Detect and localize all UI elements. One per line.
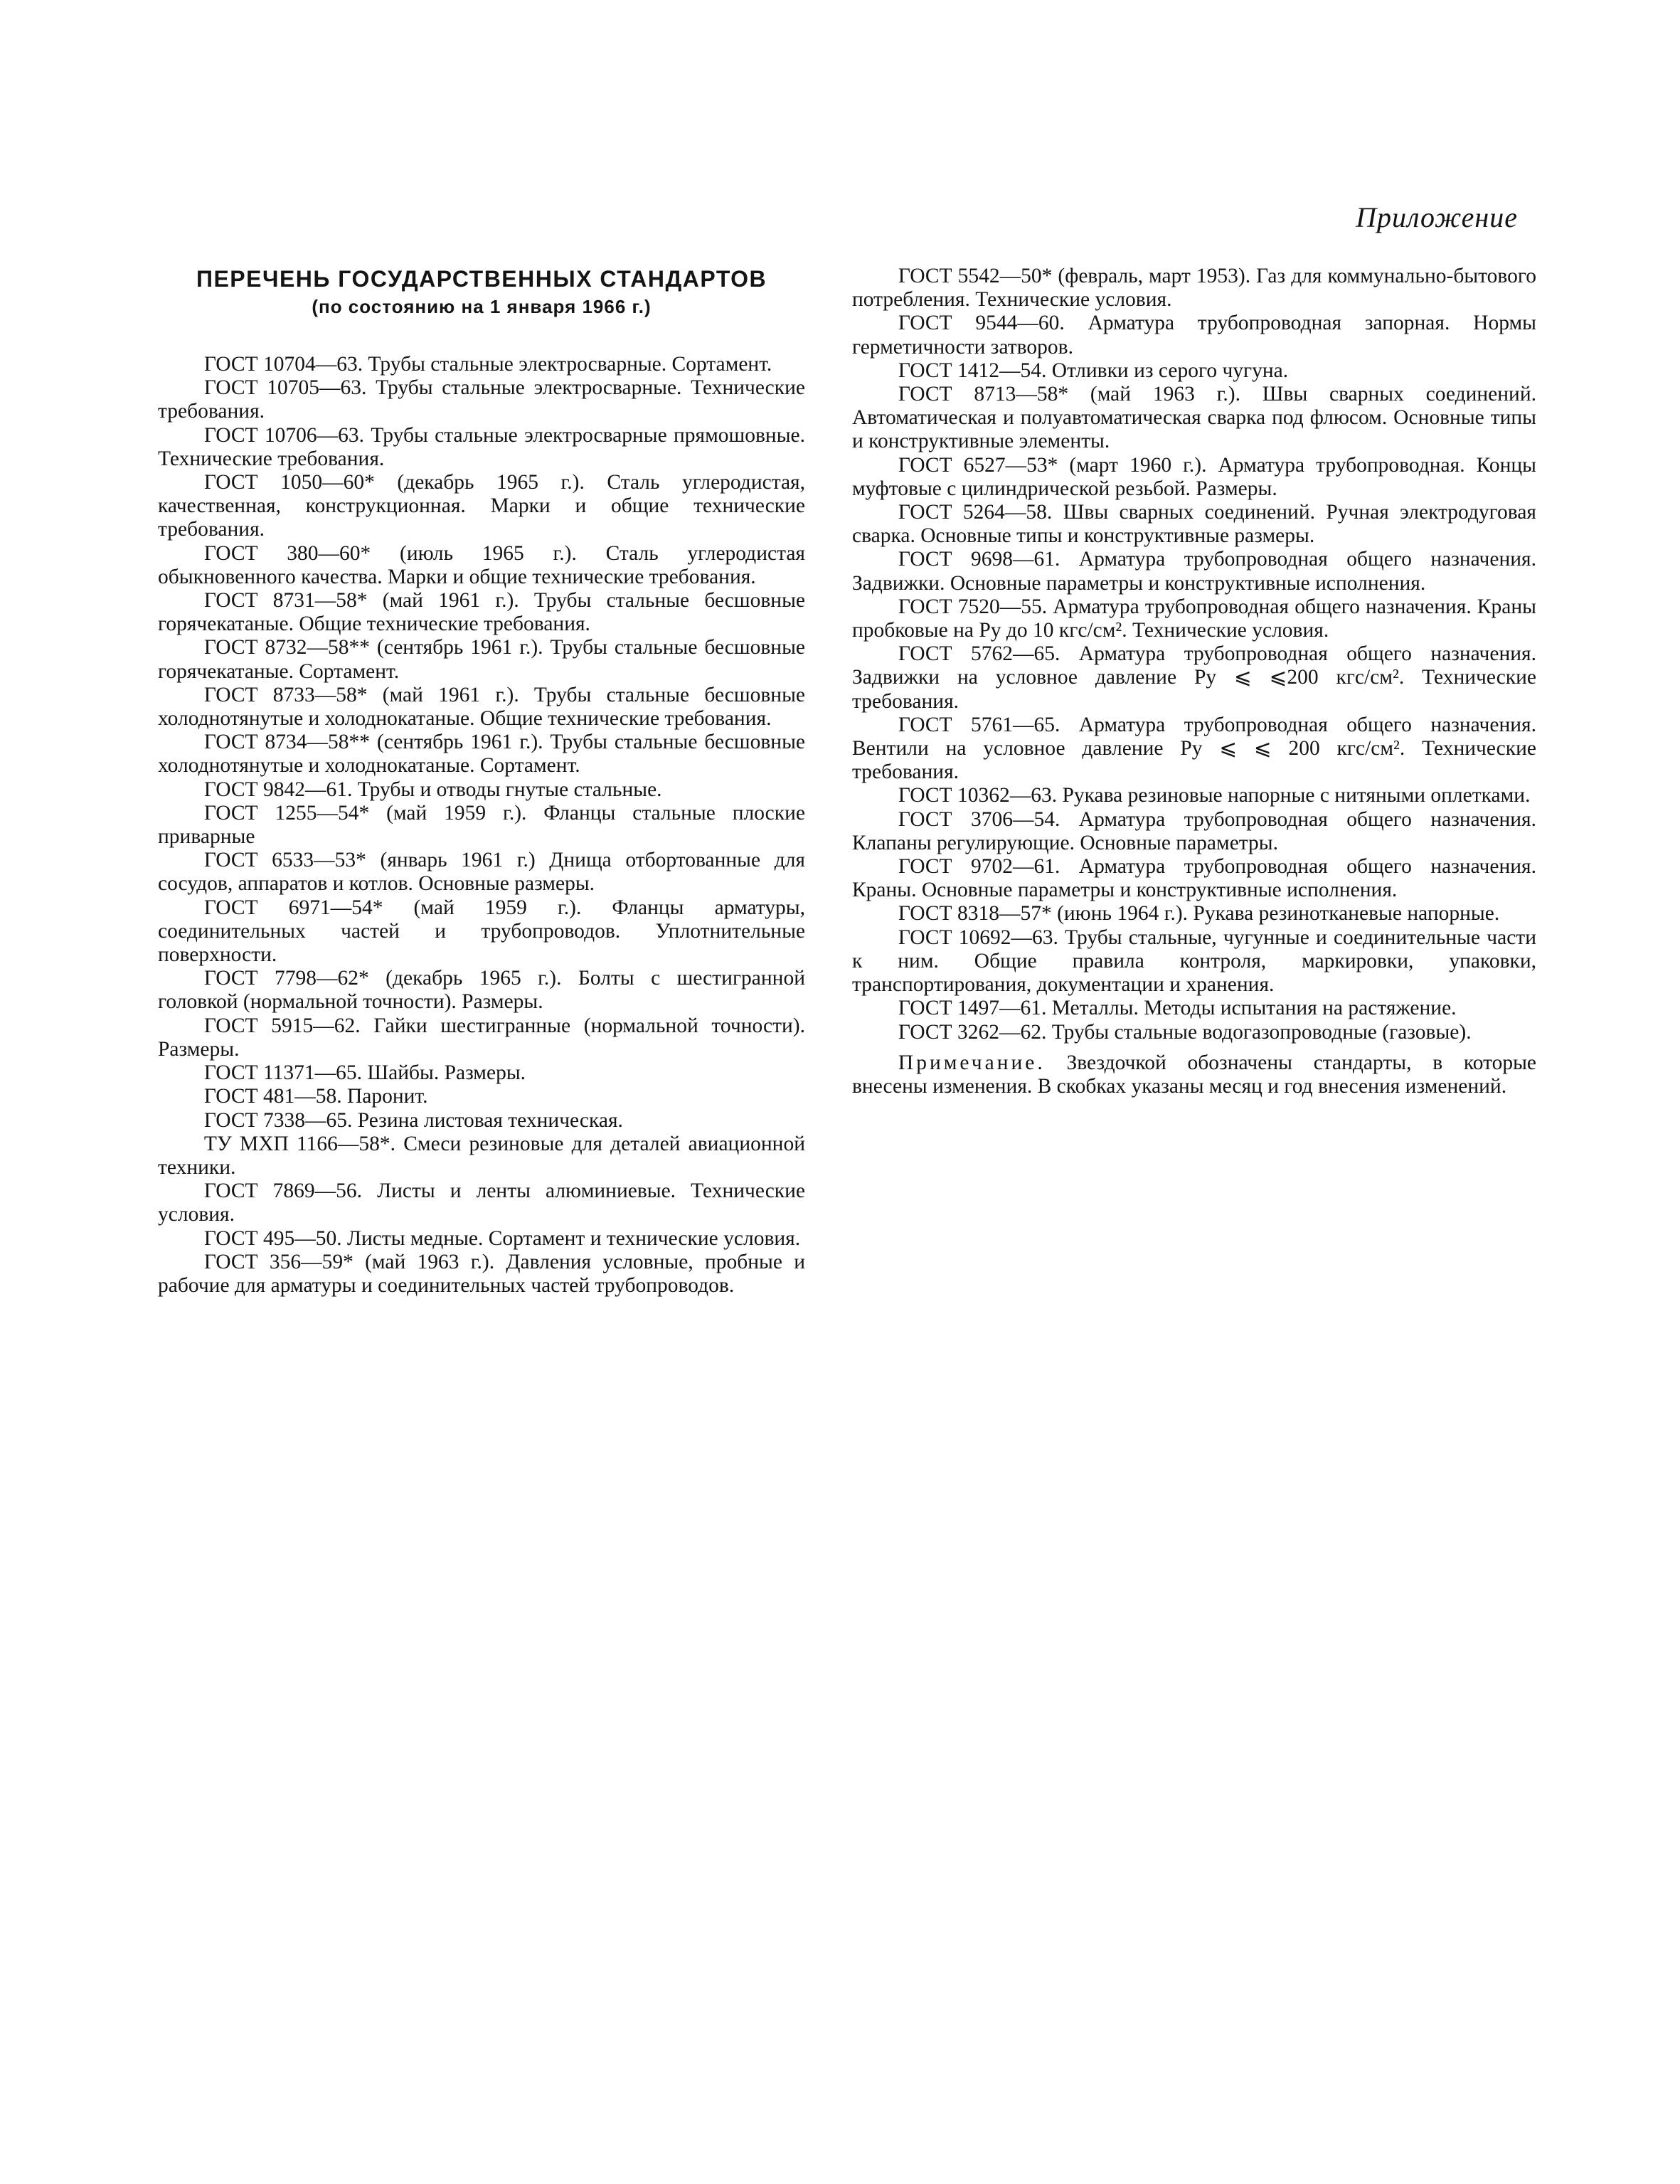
standard-entry: ГОСТ 10704—63. Трубы стальные электросварные. Сортамент. [203, 353, 772, 376]
standard-entry: ГОСТ 8731—58* (май 1961 г.). Трубы стальные бесшовные горячекатаные. Общие технические требования. [158, 589, 805, 636]
standard-entry: ГОСТ 8318—57* (июнь 1964 г.). Рукава резинотканевые напорные. [898, 902, 1500, 926]
standard-entry: ГОСТ 7798—62* (декабрь 1965 г.). Болты с шестигранной головкой (нормальной точности). Размеры. [158, 967, 805, 1014]
standard-entry: ГОСТ 6533—53* (январь 1961 г.) Днища отбортованные для сосудов, аппаратов и котлов. Основные размеры. [158, 849, 805, 896]
standard-entry: ГОСТ 9702—61. Арматура трубопроводная общего назначения. Краны. Основные параметры и конструктивные исполнения. [852, 855, 1536, 902]
standard-entry: ГОСТ 10692—63. Трубы стальные, чугунные и соединительные части к ним. Общие правила контроля, маркировки, упаковки, транспортирования, документации и хранения. [852, 926, 1536, 997]
standard-entry: ГОСТ 495—50. Листы медные. Сортамент и технические условия. [203, 1226, 801, 1250]
footnote [852, 1051, 1536, 1098]
standard-entry: ГОСТ 5542—50* (февраль, март 1953). Газ для коммунально-бытового потребления. Технические условия. [852, 265, 1536, 312]
standard-entry: ГОСТ 5761—65. Арматура трубопроводная общего назначения. Вентили на условное давление Pу ⩽ ⩽ 200 кгс/см². Технические требования. [852, 713, 1536, 784]
standard-entry: ГОСТ 380—60* (июль 1965 г.). Сталь углеродистая обыкновенного качества. Марки и общие технические требования. [158, 541, 805, 588]
appendix-label: Приложение [1356, 201, 1518, 233]
standard-entry: ГОСТ 9698—61. Арматура трубопроводная общего назначения. Задвижки. Основные параметры и конструктивные исполнения. [852, 548, 1536, 595]
standard-entry: ГОСТ 11371—65. Шайбы. Размеры. [203, 1061, 526, 1085]
standard-entry: ГОСТ 1255—54* (май 1959 г.). Фланцы стальные плоские приварные [158, 801, 805, 849]
standard-entry: ГОСТ 6971—54* (май 1959 г.). Фланцы арматуры, соединительных частей и трубопроводов. Уплотнительные поверхности. [158, 896, 805, 967]
standard-entry: ТУ МХП 1166—58*. Смеси резиновые для деталей авиационной техники. [158, 1132, 805, 1179]
standard-entry: ГОСТ 9842—61. Трубы и отводы гнутые стальные. [203, 778, 662, 801]
standard-entry: ГОСТ 8734—58** (сентябрь 1961 г.). Трубы стальные бесшовные холоднотянутые и холоднокатаные. Сортамент. [158, 731, 805, 778]
standard-entry: ГОСТ 8713—58* (май 1963 г.). Швы сварных соединений. Автоматическая и полуавтоматическая сварка под флюсом. Основные типы и конструктивные элементы. [852, 383, 1536, 453]
standard-entry: ГОСТ 3262—62. Трубы стальные водогазопроводные (газовые). [898, 1020, 1472, 1044]
standard-entry: ГОСТ 5762—65. Арматура трубопроводная общего назначения. Задвижки на условное давление Pу ⩽ ⩽200 кгс/см². Технические требования. [852, 642, 1536, 713]
standard-entry: ГОСТ 356—59* (май 1963 г.). Давления условные, пробные и рабочие для арматуры и соединительных частей трубопроводов. [158, 1250, 805, 1297]
page-title: ПЕРЕЧЕНЬ ГОСУДАРСТВЕННЫХ СТАНДАРТОВ [196, 266, 767, 292]
standard-entry: ГОСТ 481—58. Паронит. [203, 1085, 428, 1108]
standard-entry: ГОСТ 6527—53* (март 1960 г.). Арматура трубопроводная. Концы муфтовые с цилиндрической резьбой. Размеры. [852, 453, 1536, 500]
standard-entry: ГОСТ 10362—63. Рукава резиновые напорные с нитяными оплетками. [898, 784, 1531, 807]
standard-entry: ГОСТ 7338—65. Резина листовая техническая. [203, 1108, 623, 1132]
standard-entry: ГОСТ 8733—58* (май 1961 г.). Трубы стальные бесшовные холоднотянутые и холоднокатаные. Общие технические требования. [158, 683, 805, 731]
standard-entry: ГОСТ 10706—63. Трубы стальные электросварные прямошовные. Технические требования. [158, 423, 805, 470]
footnote-text: Звездочкой обозначены стандарты, в которые внесены изменения. В скобках указаны месяц и год внесения изменений. [852, 1051, 1537, 1098]
standard-entry: ГОСТ 5915—62. Гайки шестигранные (нормальной точности). Размеры. [158, 1014, 805, 1061]
footnote-label: Примечание. [898, 1051, 1046, 1074]
standard-entry: ГОСТ 8732—58** (сентябрь 1961 г.). Трубы стальные бесшовные горячекатаные. Сортамент. [158, 636, 805, 683]
standard-entry: ГОСТ 1050—60* (декабрь 1965 г.). Сталь углеродистая, качественная, конструкционная. Марки и общие технические требования. [158, 471, 805, 541]
standard-entry: ГОСТ 7869—56. Листы и ленты алюминиевые. Технические условия. [158, 1180, 805, 1226]
standard-entry: ГОСТ 3706—54. Арматура трубопроводная общего назначения. Клапаны регулирующие. Основные параметры. [852, 807, 1536, 854]
standard-entry: ГОСТ 1412—54. Отливки из серого чугуна. [898, 359, 1289, 382]
standard-entry: ГОСТ 1497—61. Металлы. Методы испытания на растяжение. [898, 997, 1457, 1020]
right-column [852, 265, 1536, 1120]
standard-entry: ГОСТ 10705—63. Трубы стальные электросварные. Технические требования. [158, 376, 805, 423]
left-column [158, 265, 805, 1298]
standard-entry: ГОСТ 5264—58. Швы сварных соединений. Ручная электродуговая сварка. Основные типы и конструктивные размеры. [852, 501, 1536, 548]
page-subtitle: (по состоянию на 1 января 1966 г.) [312, 296, 652, 317]
standard-entry: ГОСТ 9544—60. Арматура трубопроводная запорная. Нормы герметичности затворов. [852, 312, 1536, 359]
standard-entry: ГОСТ 7520—55. Арматура трубопроводная общего назначения. Краны пробковые на Pу до 10 кгс/см². Технические условия. [852, 595, 1536, 642]
